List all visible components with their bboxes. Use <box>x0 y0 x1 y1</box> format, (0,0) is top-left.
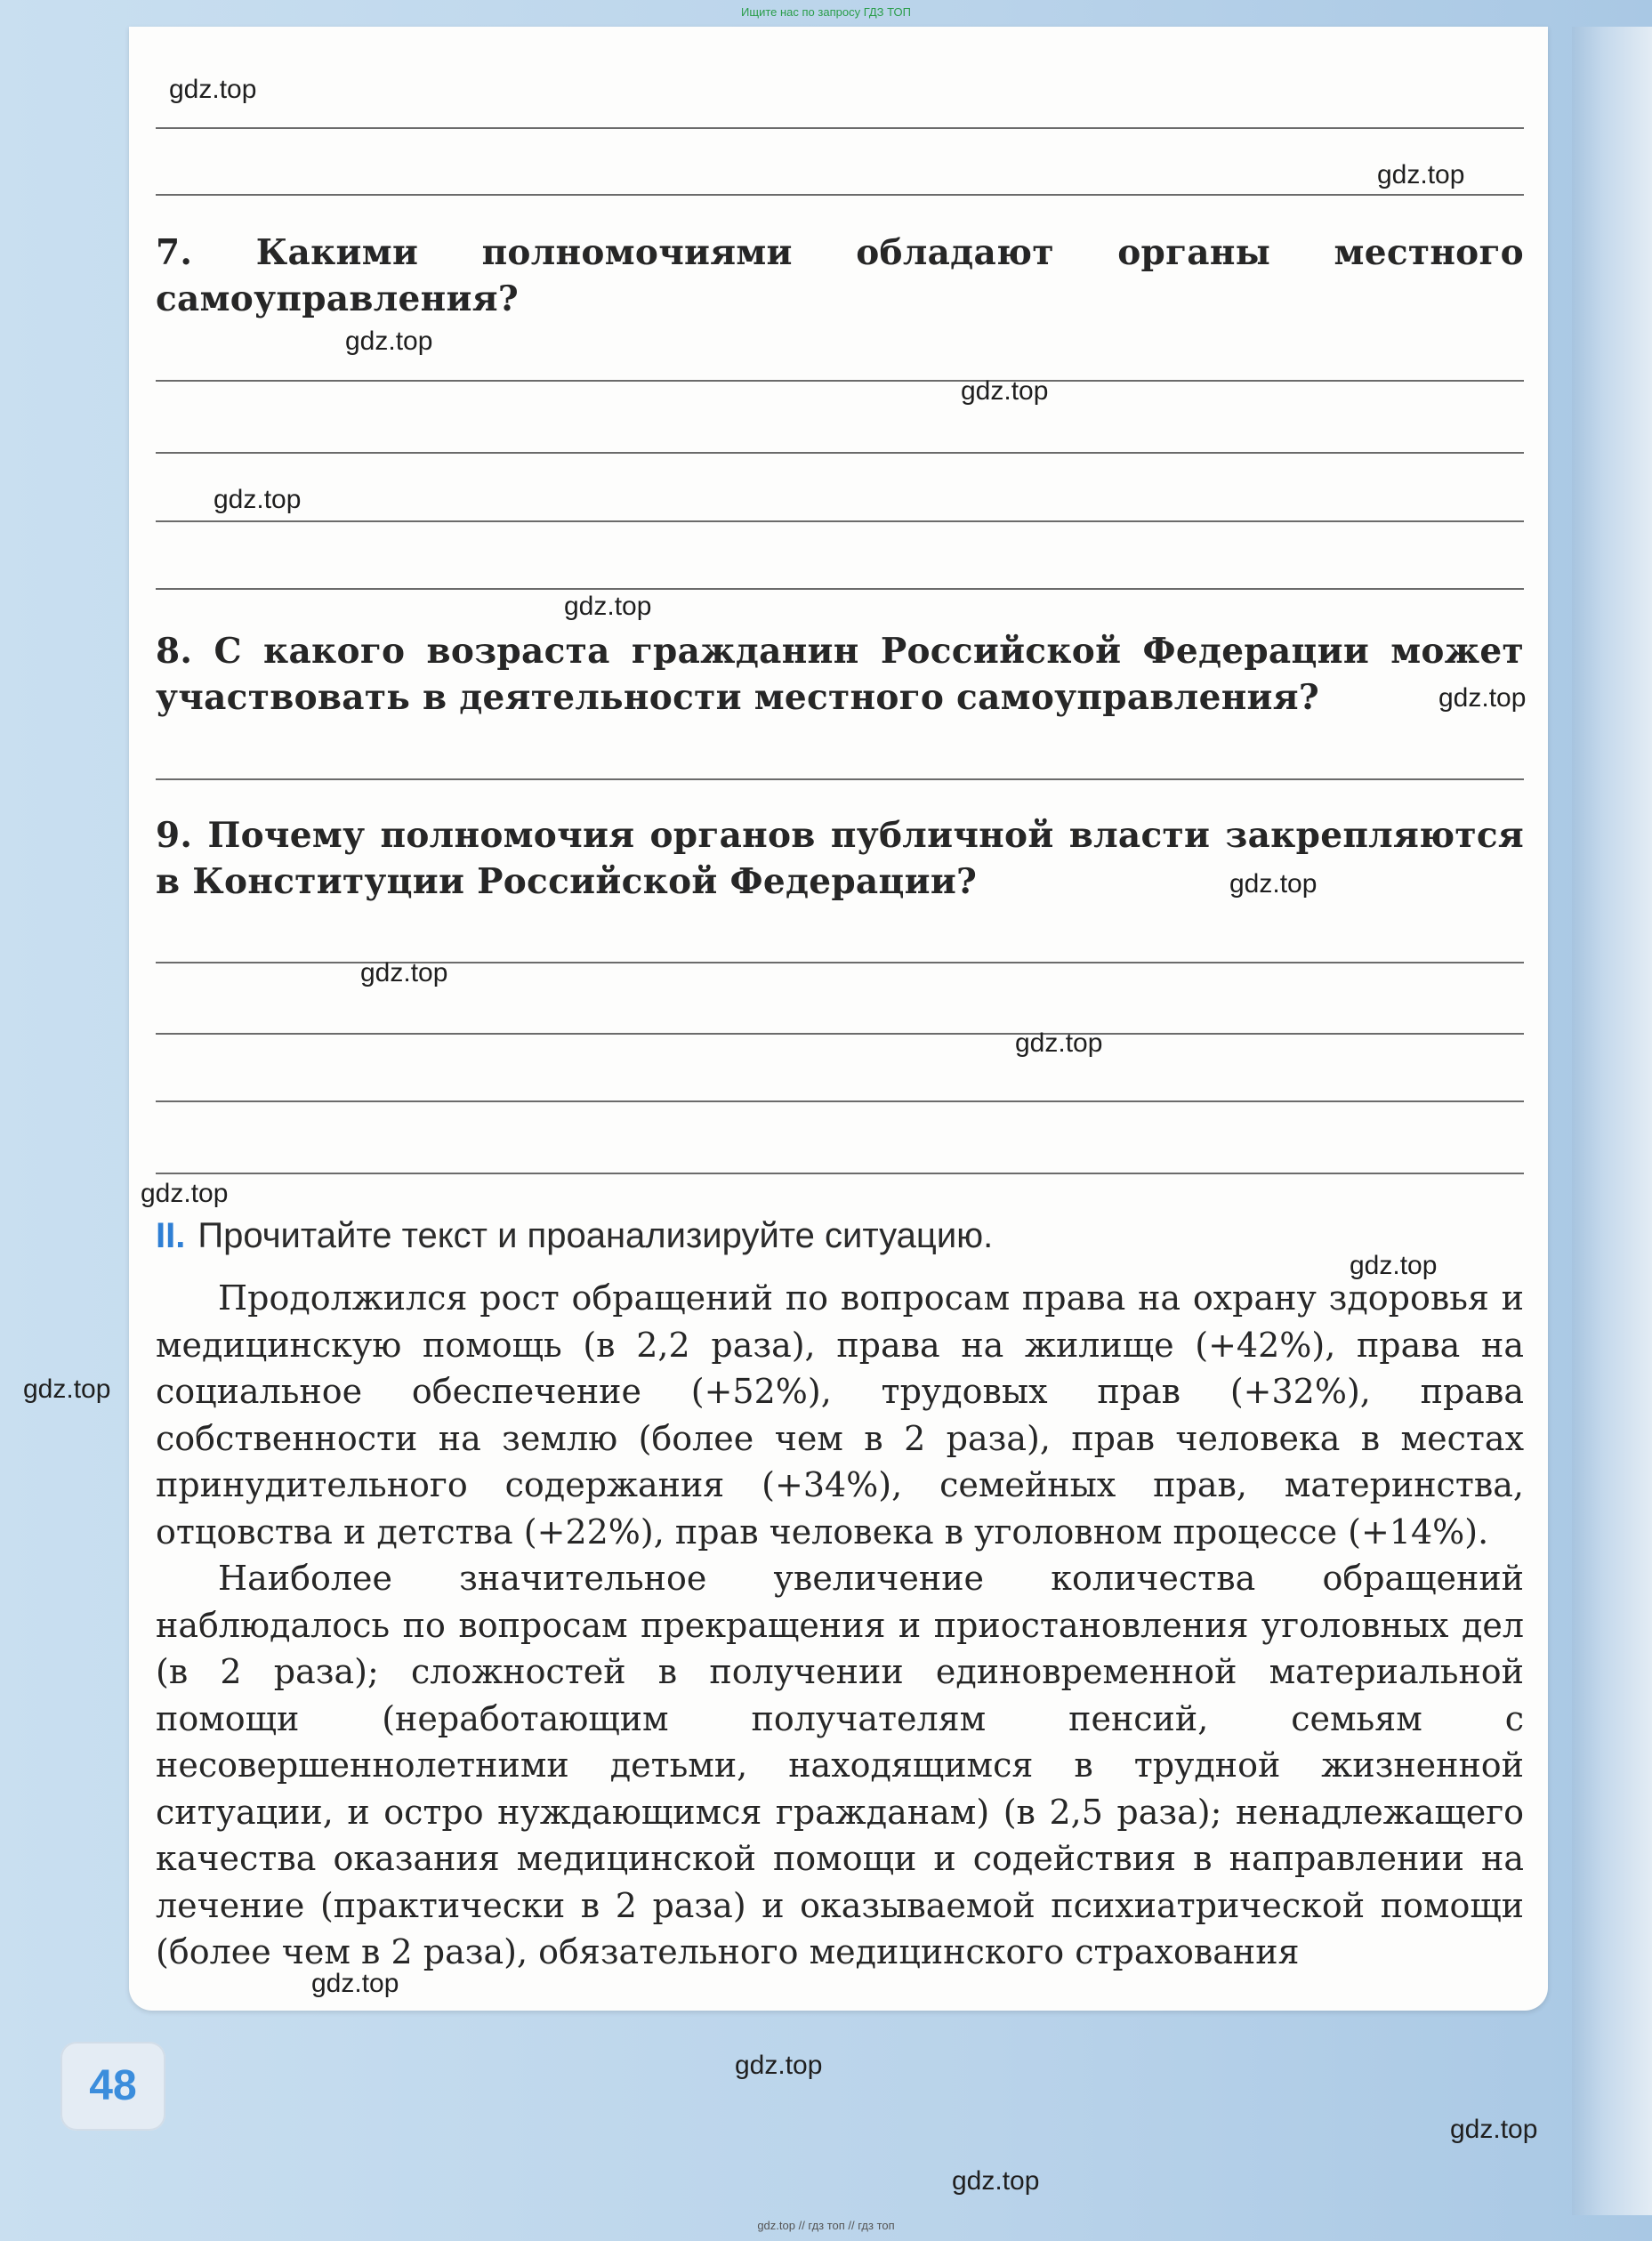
watermark: gdz.top <box>214 485 302 514</box>
watermark: gdz.top <box>961 376 1049 406</box>
answer-line[interactable] <box>156 588 1524 590</box>
question-7: 7. Какими полномочиями обладают органы местного самоуправления? <box>156 232 1524 319</box>
answer-line[interactable] <box>156 778 1524 780</box>
watermark: gdz.top <box>735 2051 823 2080</box>
watermark: gdz.top <box>564 592 652 621</box>
text-paragraph-1: Продолжился рост обращений по вопросам права на охрану здоровья и медицинскую помощь (в 2,2 раза), права на жилище (+42%), права на социальное обеспечение (+52%), трудовых прав (+32%), права собственности на землю (более чем в 2 раза), прав человека в местах принудительного содержания (+34%), семейных прав, материнства, отцовства и детства (+22%), прав человека в уголовном процессе (+14%). <box>156 1278 1524 1552</box>
watermark: gdz.top <box>169 75 257 104</box>
section-title: Прочитайте текст и проанализируйте ситуацию. <box>197 1216 994 1255</box>
page-edge-shadow <box>1572 27 1652 2215</box>
answer-line[interactable] <box>156 1033 1524 1035</box>
answer-line[interactable] <box>156 1100 1524 1102</box>
answer-line[interactable] <box>156 1173 1524 1174</box>
answer-line[interactable] <box>156 194 1524 196</box>
watermark: gdz.top <box>1350 1251 1438 1280</box>
watermark: gdz.top <box>345 326 433 356</box>
watermark: gdz.top <box>141 1179 229 1208</box>
answer-line[interactable] <box>156 520 1524 522</box>
question-9: 9. Почему полномочия органов публичной власти закрепляются в Конституции Российской Федерации? <box>156 815 1524 902</box>
watermark: gdz.top <box>23 1374 111 1404</box>
section-heading <box>156 1216 993 1256</box>
watermark: gdz.top <box>1229 869 1318 899</box>
footer-note: gdz.top // гдз топ // гдз топ <box>757 2219 895 2232</box>
watermark: gdz.top <box>1450 2115 1538 2144</box>
watermark: gdz.top <box>1377 160 1465 189</box>
answer-line[interactable] <box>156 127 1524 129</box>
section-number: II. <box>156 1216 186 1255</box>
answer-line[interactable] <box>156 380 1524 382</box>
watermark: gdz.top <box>360 958 448 987</box>
text-paragraph-2: Наиболее значительное увеличение количества обращений наблюдалось по вопросам прекращения и приостановления уголовных дел (в 2 раза); сложностей в получении единовременной материальной помощи (неработающим получателям пенсий, семьям с несовершеннолетними детьми, находящимся в трудной жизненной ситуации, и остро нуждающимся гражданам) (в 2,5 раза); ненадлежащего качества оказания медицинской помощи и содействия в направлении на лечение (практически в 2 раза) и оказываемой психиатрической помощи (более чем в 2 раза), обязательного медицинского страхования <box>156 1559 1524 1971</box>
watermark: gdz.top <box>1015 1028 1103 1058</box>
worksheet-page <box>129 27 1548 2011</box>
answer-line[interactable] <box>156 452 1524 454</box>
question-8: 8. С какого возраста гражданин Российской Федерации может участвовать в деятельности местного самоуправления? <box>156 631 1524 718</box>
watermark: gdz.top <box>1438 683 1527 713</box>
header-note: Ищите нас по запросу ГДЗ ТОП <box>741 5 911 19</box>
watermark: gdz.top <box>952 2166 1040 2196</box>
watermark: gdz.top <box>311 1969 399 1998</box>
page-number: 48 <box>60 2042 165 2131</box>
